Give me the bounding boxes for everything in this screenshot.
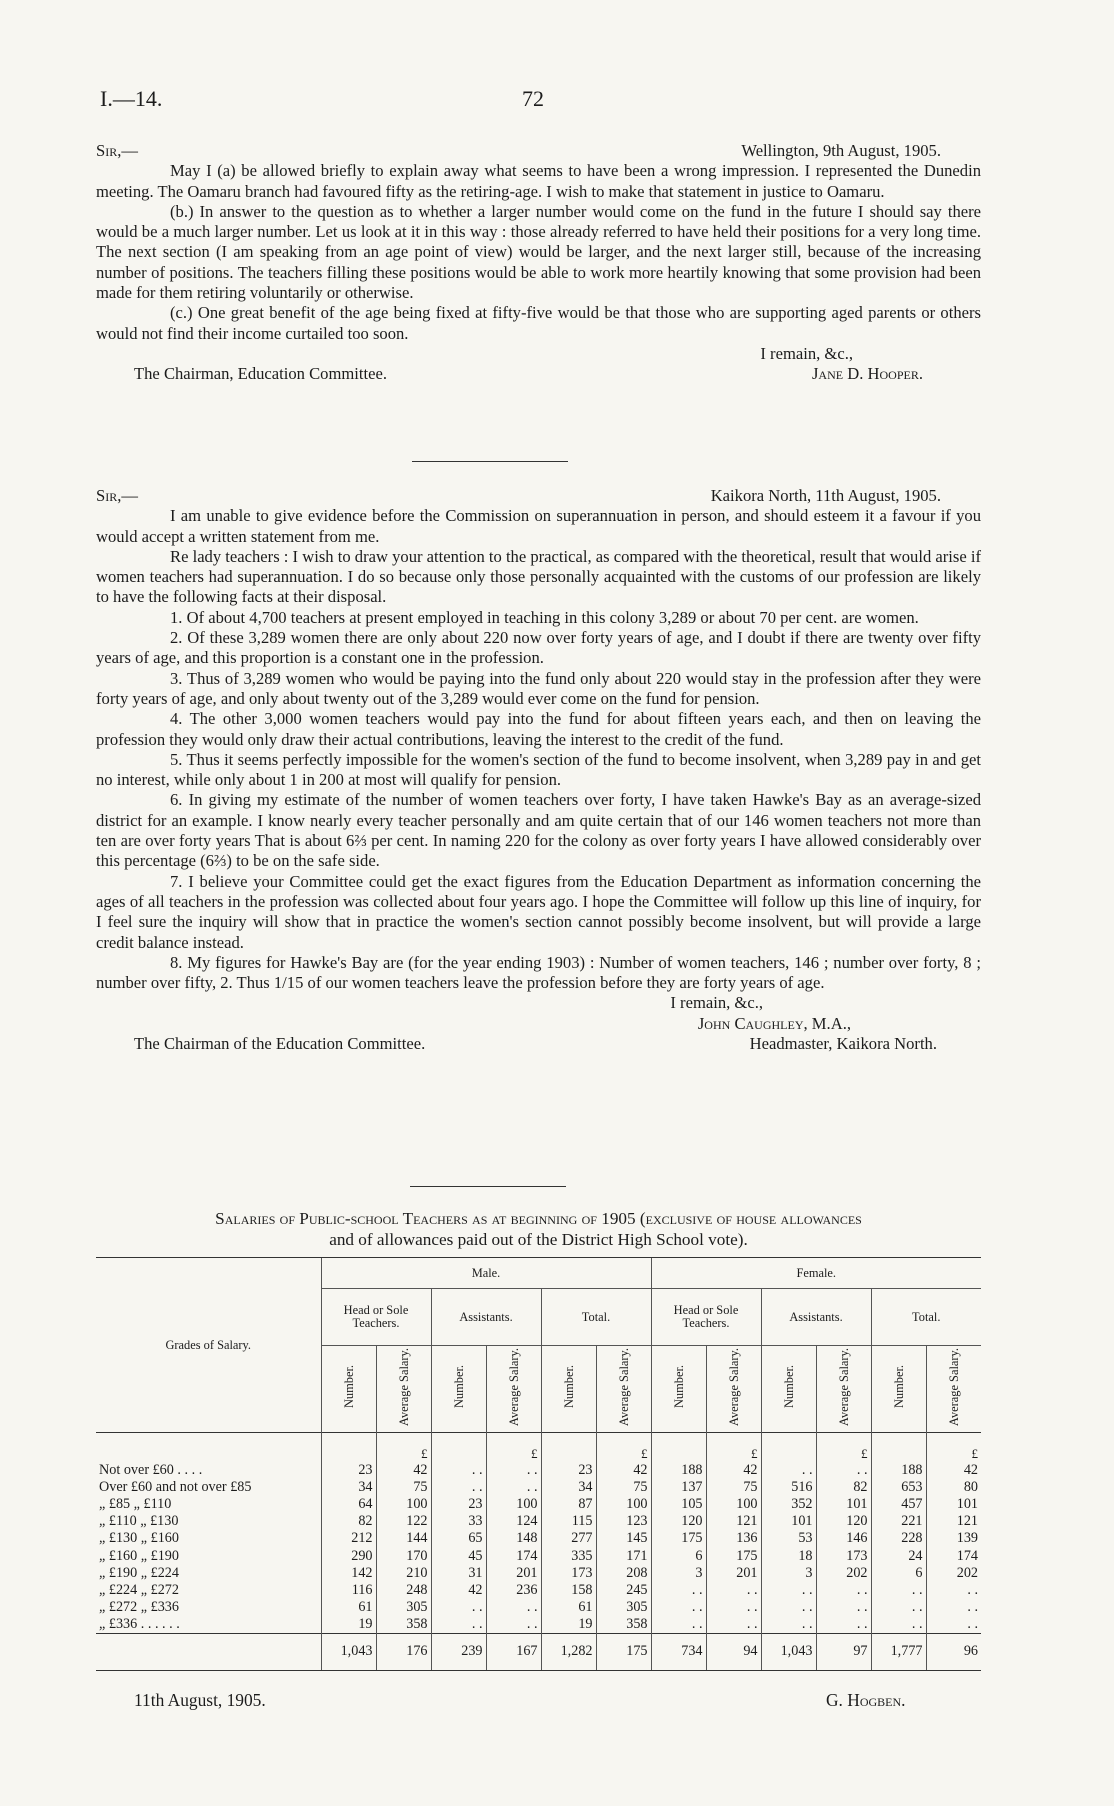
table-cell: . .	[706, 1582, 761, 1599]
table-cell: 201	[486, 1565, 541, 1582]
table-cell: . .	[816, 1616, 871, 1634]
table-cell: 139	[926, 1530, 981, 1547]
table-cell: 277	[541, 1530, 596, 1547]
column-header-number: Number.	[651, 1346, 706, 1433]
grade-label: „ £272 „ £336	[99, 1598, 179, 1615]
table-cell: 61	[321, 1599, 376, 1616]
table-row	[96, 1548, 981, 1565]
total-cell: 1,043	[321, 1634, 376, 1671]
table-cell: 45	[431, 1548, 486, 1565]
table-cell: 174	[486, 1548, 541, 1565]
addressee: The Chairman of the Education Committee.	[134, 1034, 426, 1054]
addressee: The Chairman, Education Committee.	[134, 364, 387, 384]
paragraph: 8. My figures for Hawke's Bay are (for the year ending 1903) : Number of women teachers, 146 ; number over forty, 8 ; number over fifty, 2. Thus 1/15 of our women teachers leave the profession before they are forty years of age.	[96, 952, 981, 993]
page-number: 72	[522, 86, 544, 111]
table-row	[96, 1479, 981, 1496]
paragraph: (c.) One great benefit of the age being fixed at fifty-five would be that those who are supporting aged parents or others would not find their income curtailed too soon.	[96, 303, 981, 343]
group-header: Assistants.	[431, 1289, 541, 1346]
male-header: Male.	[321, 1258, 651, 1289]
table-cell: 75	[596, 1479, 651, 1496]
table-cell: 202	[926, 1565, 981, 1582]
table-cell: 19	[541, 1616, 596, 1634]
table-cell: 124	[486, 1513, 541, 1530]
table-cell: 42	[706, 1462, 761, 1479]
table-cell: . .	[651, 1582, 706, 1599]
table-cell: 6	[871, 1565, 926, 1582]
table-cell: 18	[761, 1548, 816, 1565]
table-cell: 142	[321, 1565, 376, 1582]
grade-label: „ £85 „ £110	[99, 1496, 172, 1513]
footer-signature: G. Hogben.	[826, 1690, 906, 1710]
total-cell: 94	[706, 1634, 761, 1671]
paragraph: 3. Thus of 3,289 women who would be paying into the fund only about 220 would stay in the profession after they were forty years of age, and only about twenty out of the 3,289 would ever come on the fund for pension.	[96, 668, 981, 708]
column-header-number: Number.	[541, 1346, 596, 1433]
paragraph: I am unable to give evidence before the Commission on superannuation in person, and should esteem it a favour if you would accept a written statement from me.	[96, 506, 981, 546]
place-date: Wellington, 9th August, 1905.	[741, 141, 941, 160]
divider	[412, 461, 568, 462]
table-cell: 65	[431, 1530, 486, 1547]
table-cell: 457	[871, 1496, 926, 1513]
table-cell: 188	[651, 1462, 706, 1479]
grade-label: „ £160 „ £190	[99, 1547, 179, 1564]
table-row	[96, 1496, 981, 1513]
total-cell: 96	[926, 1634, 981, 1671]
table-row	[96, 1582, 981, 1599]
table-cell: . .	[761, 1599, 816, 1616]
closing: I remain, &c.,	[760, 343, 853, 363]
table-cell: . .	[816, 1599, 871, 1616]
paragraph: 2. Of these 3,289 women there are only about 220 now over forty years of age, and I doubt if there are twenty over fifty years of age, and this proportion is a constant one in the profession.	[96, 628, 981, 668]
group-header: Total.	[871, 1289, 981, 1346]
table-cell: . .	[431, 1616, 486, 1634]
table-cell: 358	[376, 1616, 431, 1634]
table-cell: . .	[926, 1616, 981, 1634]
table-cell: . .	[816, 1462, 871, 1479]
table-cell: 120	[816, 1513, 871, 1530]
paragraph: (b.) In answer to the question as to whether a larger number would come on the fund in the future I should say there would be a much larger number. Let us look at it in this way : those already referred to have held their positions for a very long time. The next section (I am speaking from an age point of view) would be larger, and the next larger still, because of the increasing number of positions. The teachers filling these positions would be able to work more heartily knowing that some provision had been made for them retiring voluntarily or otherwise.	[96, 201, 981, 303]
total-cell: 97	[816, 1634, 871, 1671]
divider	[410, 1186, 566, 1187]
table-cell: 358	[596, 1616, 651, 1634]
table-cell: 171	[596, 1548, 651, 1565]
table-cell: 248	[376, 1582, 431, 1599]
footer-date: 11th August, 1905.	[134, 1690, 266, 1710]
grade-label: „ £110 „ £130	[99, 1513, 179, 1530]
pound-sign: £	[486, 1433, 541, 1463]
column-header-average-salary: Average Salary.	[376, 1346, 431, 1433]
table-cell: . .	[706, 1599, 761, 1616]
table-cell: . .	[926, 1599, 981, 1616]
table-cell: 33	[431, 1513, 486, 1530]
table-cell: . .	[651, 1616, 706, 1634]
table-cell: 148	[486, 1530, 541, 1547]
grade-label: „ £130 „ £160	[99, 1530, 179, 1547]
total-cell: 1,777	[871, 1634, 926, 1671]
table-cell: 42	[431, 1582, 486, 1599]
total-cell: 1,043	[761, 1634, 816, 1671]
table-cell: 3	[651, 1565, 706, 1582]
table-cell: 290	[321, 1548, 376, 1565]
group-header: Total.	[541, 1289, 651, 1346]
female-header: Female.	[651, 1258, 981, 1289]
table-cell: 123	[596, 1513, 651, 1530]
column-header-average-salary: Average Salary.	[816, 1346, 871, 1433]
table-cell: 170	[376, 1548, 431, 1565]
column-header-number: Number.	[321, 1346, 376, 1433]
table-title: Salaries of Public-school Teachers as at beginning of 1905 (exclusive of house allowances and of allowances paid out of the District High School vote).	[215, 1209, 862, 1249]
document-reference: I.—14.	[100, 86, 163, 111]
place-date: Kaikora North, 11th August, 1905.	[710, 486, 941, 505]
signature-title: Headmaster, Kaikora North.	[749, 1034, 937, 1054]
table-cell: . .	[761, 1462, 816, 1479]
paragraph: 6. In giving my estimate of the number of women teachers over forty, I have taken Hawke's Bay as an average-sized district for an example. I know nearly every teacher personally and am quite certain that of our 146 women teachers not more than ten are over forty years That is about 6⅔ per cent. In naming 220 for the colony as over forty years I have allowed considerably over this percentage (6⅔) to be on the safe side.	[96, 790, 981, 871]
table-row	[96, 1616, 981, 1634]
table-cell: 42	[596, 1462, 651, 1479]
total-cell: 175	[596, 1634, 651, 1671]
table-cell: 34	[321, 1479, 376, 1496]
table-cell: 158	[541, 1582, 596, 1599]
table-cell: 335	[541, 1548, 596, 1565]
table-cell: . .	[871, 1599, 926, 1616]
table-cell: 173	[541, 1565, 596, 1582]
table-cell: 121	[706, 1513, 761, 1530]
table-cell: 82	[816, 1479, 871, 1496]
table-cell: 34	[541, 1479, 596, 1496]
table-cell: 82	[321, 1513, 376, 1530]
salaries-table	[96, 1257, 981, 1671]
table-cell: 42	[926, 1462, 981, 1479]
table-cell: 173	[816, 1548, 871, 1565]
stub-header: Grades of Salary.	[96, 1258, 321, 1433]
table-cell: 137	[651, 1479, 706, 1496]
table-cell: 175	[706, 1548, 761, 1565]
table-cell: 100	[706, 1496, 761, 1513]
group-header: Assistants.	[761, 1289, 871, 1346]
table-cell: 75	[376, 1479, 431, 1496]
table-cell: 188	[871, 1462, 926, 1479]
letter-hooper	[96, 141, 981, 385]
grade-label: „ £336 . . . . . .	[99, 1615, 180, 1632]
pound-sign: £	[376, 1433, 431, 1463]
table-cell: 100	[486, 1496, 541, 1513]
table-row	[96, 1599, 981, 1616]
table-cell: . .	[486, 1599, 541, 1616]
pound-sign: £	[596, 1433, 651, 1463]
table-cell: 122	[376, 1513, 431, 1530]
table-cell: . .	[431, 1599, 486, 1616]
grade-label: „ £190 „ £224	[99, 1564, 179, 1581]
paragraph: Re lady teachers : I wish to draw your attention to the practical, as compared with the theoretical, result that would arise if women teachers had superannuation. I do so because only those personally acquainted with the customs of our profession are likely to have the following facts at their disposal.	[96, 546, 981, 607]
group-header: Head or Sole Teachers.	[321, 1289, 431, 1346]
column-header-average-salary: Average Salary.	[486, 1346, 541, 1433]
unit-row	[96, 1433, 981, 1463]
table-row	[96, 1530, 981, 1547]
grade-label: Not over £60 . . . .	[99, 1462, 203, 1479]
table-cell: . .	[486, 1616, 541, 1634]
pound-sign: £	[816, 1433, 871, 1463]
paragraph: 1. Of about 4,700 teachers at present employed in teaching in this colony 3,289 or about 70 per cent. are women.	[170, 607, 919, 627]
table-cell: 87	[541, 1496, 596, 1513]
table-cell: . .	[486, 1479, 541, 1496]
table-cell: 146	[816, 1530, 871, 1547]
table-cell: 175	[651, 1530, 706, 1547]
table-cell: 53	[761, 1530, 816, 1547]
table-cell: 101	[761, 1513, 816, 1530]
table-cell: 208	[596, 1565, 651, 1582]
letter-caughley	[96, 486, 981, 1054]
table-cell: 24	[871, 1548, 926, 1565]
table-row	[96, 1565, 981, 1582]
table-cell: . .	[871, 1582, 926, 1599]
table-cell: 23	[321, 1462, 376, 1479]
table-cell: 121	[926, 1513, 981, 1530]
table-cell: 201	[706, 1565, 761, 1582]
paragraph: 7. I believe your Committee could get the exact figures from the Education Department as information concerning the ages of all teachers in the profession was collected about four years ago. I hope the Committee will follow up this line of inquiry, for I feel sure the inquiry will show that in practice the women's section cannot possibly become insolvent, but will provide a large credit balance instead.	[96, 871, 981, 952]
signature: Jane D. Hooper.	[811, 364, 923, 384]
table-cell: 19	[321, 1616, 376, 1634]
group-header: Head or Sole Teachers.	[651, 1289, 761, 1346]
column-header-average-salary: Average Salary.	[706, 1346, 761, 1433]
totals-row	[96, 1634, 981, 1671]
table-cell: 101	[816, 1496, 871, 1513]
table-row	[96, 1513, 981, 1530]
table-cell: . .	[706, 1616, 761, 1634]
pound-sign: £	[926, 1433, 981, 1463]
table-cell: . .	[486, 1462, 541, 1479]
table-cell: 23	[541, 1462, 596, 1479]
table-cell: 236	[486, 1582, 541, 1599]
table-cell: 212	[321, 1530, 376, 1547]
table-cell: 75	[706, 1479, 761, 1496]
table-cell: 3	[761, 1565, 816, 1582]
column-header-average-salary: Average Salary.	[596, 1346, 651, 1433]
table-cell: 100	[596, 1496, 651, 1513]
table-cell: . .	[651, 1599, 706, 1616]
table-cell: . .	[431, 1462, 486, 1479]
table-cell: 228	[871, 1530, 926, 1547]
table-cell: 305	[376, 1599, 431, 1616]
closing: I remain, &c.,	[670, 993, 763, 1013]
table-cell: 31	[431, 1565, 486, 1582]
table-cell: 105	[651, 1496, 706, 1513]
salutation: Sir,—	[96, 486, 138, 505]
table-cell: 42	[376, 1462, 431, 1479]
table-cell: 210	[376, 1565, 431, 1582]
column-header-number: Number.	[871, 1346, 926, 1433]
table-cell: 221	[871, 1513, 926, 1530]
table-cell: 245	[596, 1582, 651, 1599]
table-cell: 120	[651, 1513, 706, 1530]
grade-label: Over £60 and not over £85	[99, 1479, 252, 1496]
total-cell: 734	[651, 1634, 706, 1671]
table-cell: 101	[926, 1496, 981, 1513]
table-cell: 145	[596, 1530, 651, 1547]
total-cell: 239	[431, 1634, 486, 1671]
table-cell: 115	[541, 1513, 596, 1530]
column-header-average-salary: Average Salary.	[926, 1346, 981, 1433]
table-cell: 516	[761, 1479, 816, 1496]
salutation: Sir,—	[96, 141, 138, 160]
paragraph: May I (a) be allowed briefly to explain away what seems to have been a wrong impression. I represented the Dunedin meeting. The Oamaru branch had favoured fifty as the retiring-age. I wish to make that statement in justice to Oamaru.	[96, 161, 981, 201]
grade-label: „ £224 „ £272	[99, 1581, 179, 1598]
pound-sign: £	[706, 1433, 761, 1463]
table-cell: 174	[926, 1548, 981, 1565]
table-cell: 64	[321, 1496, 376, 1513]
total-cell: 1,282	[541, 1634, 596, 1671]
table-cell: . .	[816, 1582, 871, 1599]
table-cell: 100	[376, 1496, 431, 1513]
table-cell: 202	[816, 1565, 871, 1582]
paragraph: 5. Thus it seems perfectly impossible for the women's section of the fund to become insolvent, when 3,289 pay in and get no interest, while only about 1 in 200 at most will qualify for pension.	[96, 749, 981, 790]
table-row	[96, 1462, 981, 1479]
table-cell: 23	[431, 1496, 486, 1513]
table-cell: 144	[376, 1530, 431, 1547]
signature: John Caughley, M.A.,	[697, 1013, 851, 1033]
table-cell: 352	[761, 1496, 816, 1513]
paragraph: 4. The other 3,000 women teachers would pay into the fund for about fifteen years each, and then on leaving the profession they would only draw their actual contributions, leaving the interest to the credit of the fund.	[96, 709, 981, 749]
table-cell: . .	[761, 1582, 816, 1599]
table-cell: 116	[321, 1582, 376, 1599]
total-cell: 167	[486, 1634, 541, 1671]
table-cell: 653	[871, 1479, 926, 1496]
table-cell: . .	[871, 1616, 926, 1634]
column-header-number: Number.	[431, 1346, 486, 1433]
table-cell: 136	[706, 1530, 761, 1547]
table-cell: 80	[926, 1479, 981, 1496]
table-cell: . .	[431, 1479, 486, 1496]
column-header-number: Number.	[761, 1346, 816, 1433]
table-cell: . .	[926, 1582, 981, 1599]
table-cell: 305	[596, 1599, 651, 1616]
table-cell: . .	[761, 1616, 816, 1634]
table-cell: 6	[651, 1548, 706, 1565]
table-cell: 61	[541, 1599, 596, 1616]
total-cell: 176	[376, 1634, 431, 1671]
